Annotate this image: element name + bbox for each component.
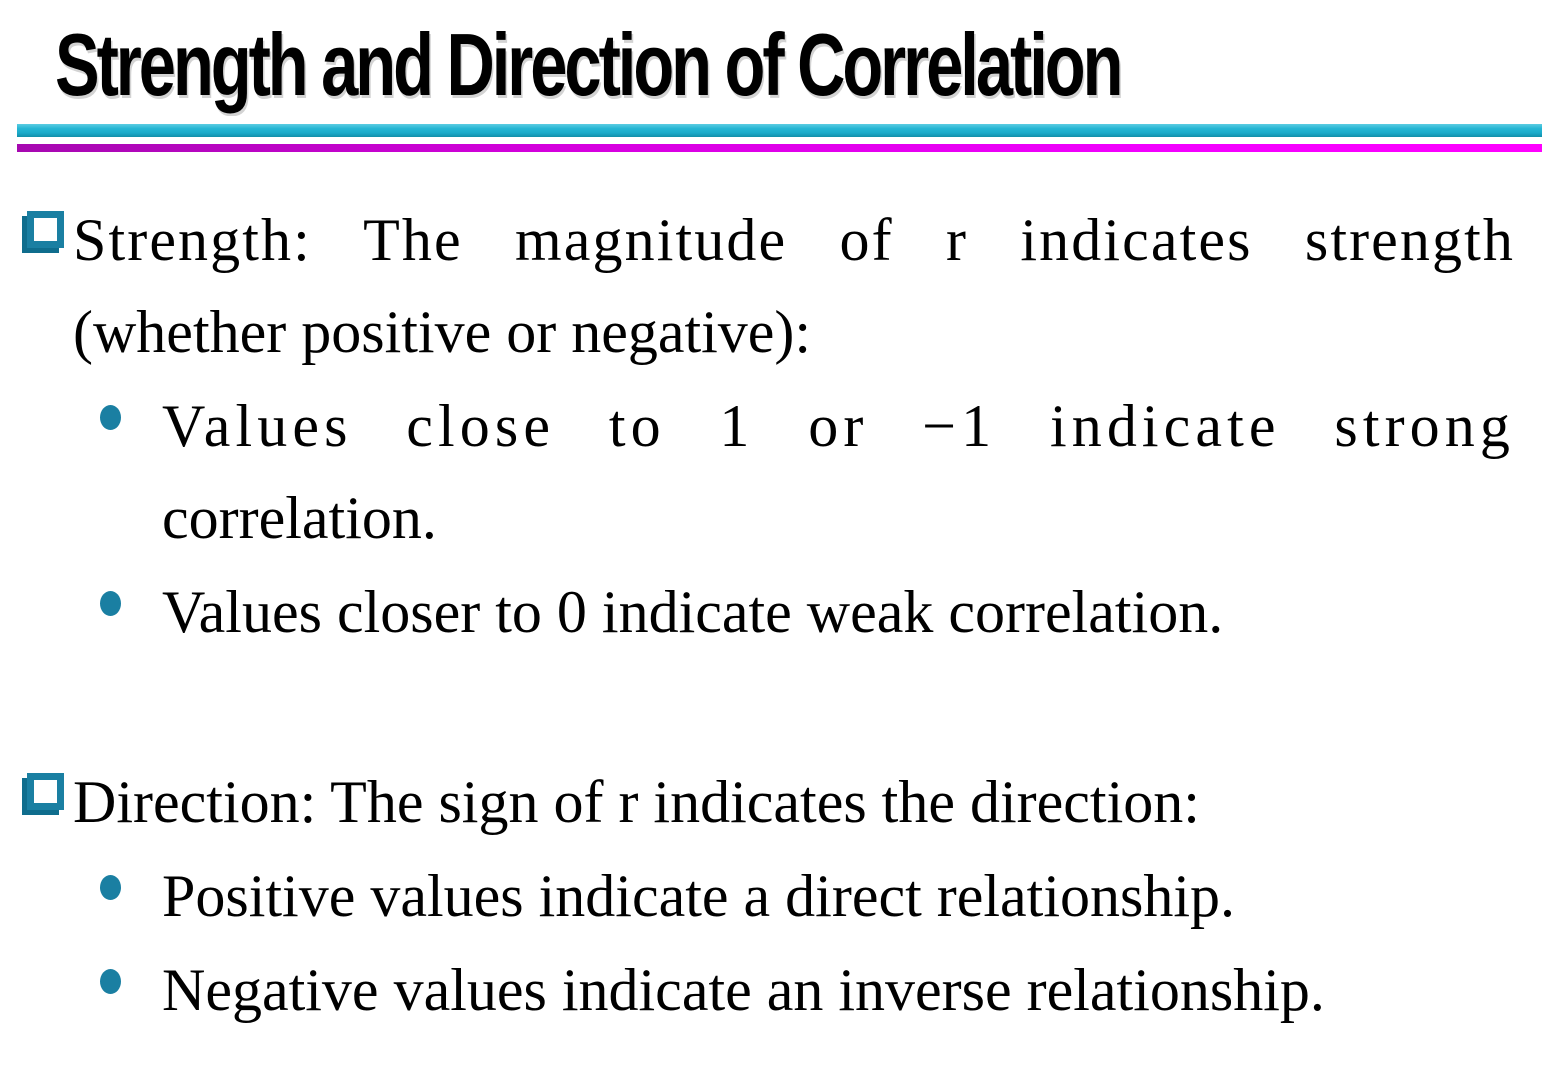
bullet-item-strength: [0, 194, 1515, 378]
divider-gap: [0, 137, 1542, 144]
dot-bullet-icon: [100, 875, 121, 900]
title-bar: [55, 6, 1542, 124]
sub-bullet-direct-relationship: [0, 850, 1515, 942]
bullet-text: [162, 944, 1515, 1036]
dot-bullet-icon: [100, 969, 121, 994]
bullet-line: Negative values indicate an inverse relationship.: [162, 957, 1325, 1023]
bullet-text: [73, 756, 1515, 848]
bullet-text: [162, 850, 1515, 942]
bullet-line: correlation.: [162, 485, 437, 551]
slide-body: [0, 194, 1542, 1036]
dot-bullet-icon: [100, 405, 121, 430]
square-bullet-icon: [27, 211, 64, 248]
dot-bullet-icon: [100, 591, 121, 616]
slide-title: Strength and Direction of Correlation: [55, 15, 1121, 114]
bullet-line: Positive values indicate a direct relationship.: [162, 863, 1236, 929]
bullet-line: Values closer to 0 indicate weak correlation.: [162, 579, 1224, 645]
bullet-text: [73, 194, 1515, 378]
sub-bullet-strong-correlation: [0, 380, 1515, 564]
bullet-line: Direction: The sign of r indicates the direction:: [73, 769, 1200, 835]
bullet-text: [162, 566, 1515, 658]
divider-magenta: [17, 144, 1542, 152]
bullet-item-direction: [0, 756, 1515, 848]
bullet-line: Strength: The magnitude of r indicates strength: [73, 207, 1515, 273]
bullet-line: Values close to 1 or −1 indicate strong: [162, 393, 1515, 459]
divider-cyan: [17, 124, 1542, 137]
bullet-text: [162, 380, 1515, 564]
square-bullet-icon: [27, 773, 64, 810]
sub-bullet-weak-correlation: [0, 566, 1515, 658]
sub-bullet-inverse-relationship: [0, 944, 1515, 1036]
bullet-line: (whether positive or negative):: [73, 299, 812, 365]
